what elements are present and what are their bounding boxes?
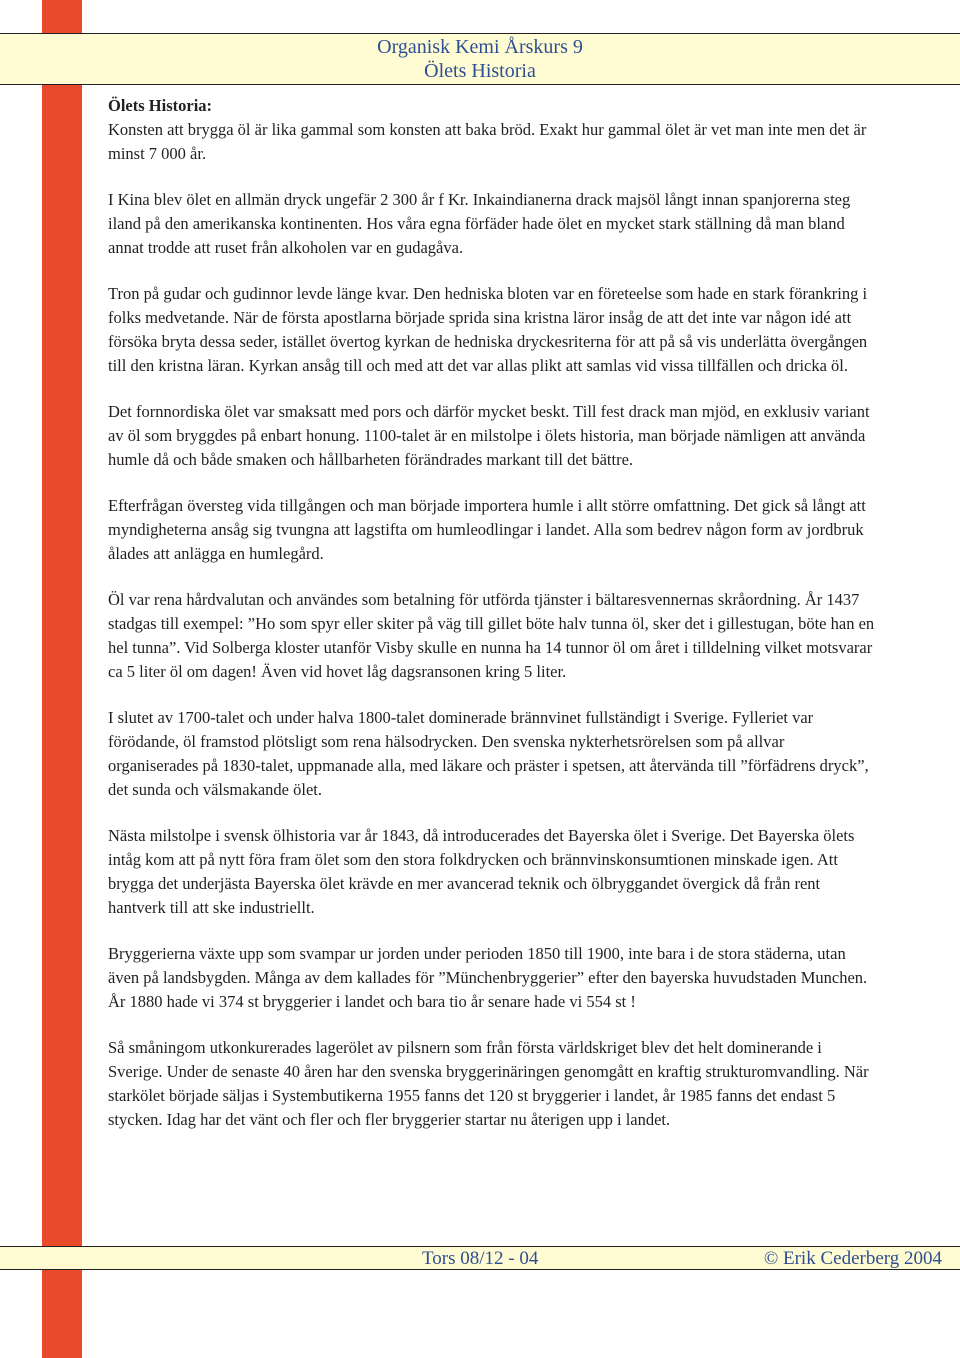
footer-date: Tors 08/12 - 04 [422,1248,539,1269]
paragraph: I slutet av 1700-talet och under halva 1800-talet dominerade brännvinet fullständigt i Sverige. Fylleriet var förödande, öl framstod plötsligt som rena hälsodrycken. Den svenska nykterhetsrörelsen som på allvar organiserades på 1830-talet, uppmanade alla, med läkare och präster i spetsen, att återvända till ”förfädrens dryck”, det sunda och välsmakande ölet. [108,708,869,799]
paragraph: Konsten att brygga öl är lika gammal som konsten att baka bröd. Exakt hur gammal ölet är vet man inte men det är minst 7 000 år. [108,120,867,163]
paragraph: Det fornnordiska ölet var smaksatt med pors och därför mycket beskt. Till fest drack man mjöd, en exklusiv variant av öl som bryggdes på enbart honung. 1100-talet är en milstolpe i ölets historia, man började nämligen att använda humle då och både smaken och hållbarheten förändrades markant till det bättre. [108,402,870,469]
paragraph: Efterfrågan översteg vida tillgången och man började importera humle i allt större omfattning. Det gick så långt att myndigheterna ansåg sig tvungna att lagstifta om humleodlingar i landet. Alla som bedrev någon form av jordbruk ålades att anlägga en humlegård. [108,496,866,563]
paragraph: Öl var rena hårdvalutan och användes som betalning för utförda tjänster i bältaresvennernas skråordning. År 1437 stadgas till exempel: ”Ho som spyr eller skiter på väg till gillet böte halv tunna öl, sker det i gillestugan, böte han en hel tunna”. Vid Solberga kloster utanför Visby skulle en nunna ha 14 tunnor öl om året i tilldelning vilket motsvarar ca 5 liter öl om dagen! Även vid hovet låg dagsransonen kring 5 liter. [108,590,875,681]
page-title: Ölets Historia [424,60,536,82]
page-header [0,35,960,83]
paragraph: I Kina blev ölet en allmän dryck ungefär 2 300 år f Kr. Inkaindianerna drack majsöl långt innan spanjorerna steg iland på den amerikanska kontinenten. Hos våra egna förfäder hade ölet en mycket stark ställning då man bland annat trodde att ruset från alkoholen var en gudagåva. [108,190,851,257]
footer-copyright: © Erik Cederberg 2004 [763,1248,942,1269]
article-body [108,94,878,1154]
paragraph: Så småningom utkonkurerades lagerölet av pilsnern som från första världskriget blev det helt dominerande i Sverige. Under de senaste 40 åren har den svenska bryggerinäringen genomgått en kraftig strukturomvandling. När starkölet började säljas i Systembutikerna 1955 fanns det 120 st bryggerier i landet, år 1985 fanns det endast 5 stycken. Idag har det vänt och fler och fler bryggerier startar nu återigen upp i landet. [108,1038,869,1129]
left-accent-bar [42,0,82,1358]
paragraph: Nästa milstolpe i svensk ölhistoria var år 1843, då introducerades det Bayerska ölet i Sverige. Det Bayerska ölets intåg kom att på nytt föra fram ölet som den stora folkdrycken och brännvinskonsumtionen minskade igen. Att brygga det underjästa Bayerska ölet krävde en mer avancerad teknik och ölbryggandet övergick då från rent hantverk till att ske industriellt. [108,826,855,917]
course-title: Organisk Kemi Årskurs 9 [377,36,583,58]
paragraph: Bryggerierna växte upp som svampar ur jorden under perioden 1850 till 1900, inte bara i de stora städerna, utan även på landsbygden. Många av dem kallades för ”Münchenbryggerier” efter den bayerska huvudstaden Munchen. År 1880 hade vi 374 st bryggerier i landet och bara tio år senare hade vi 554 st ! [108,944,868,1011]
section-heading: Ölets Historia: [108,96,213,115]
paragraph: Tron på gudar och gudinnor levde länge kvar. Den hedniska bloten var en företeelse som hade en stark förankring i folks medvetande. När de första apostlarna började sprida sina kristna läror insåg de att det inte var någon idé att försöka bryta dessa seder, istället övertog kyrkan de hedniska dryckesriterna för att på så vis underlätta övergången till den kristna läran. Kyrkan ansåg till och med att det var allas plikt att samlas vid vissa tillfällen och dricka öl. [108,284,868,375]
